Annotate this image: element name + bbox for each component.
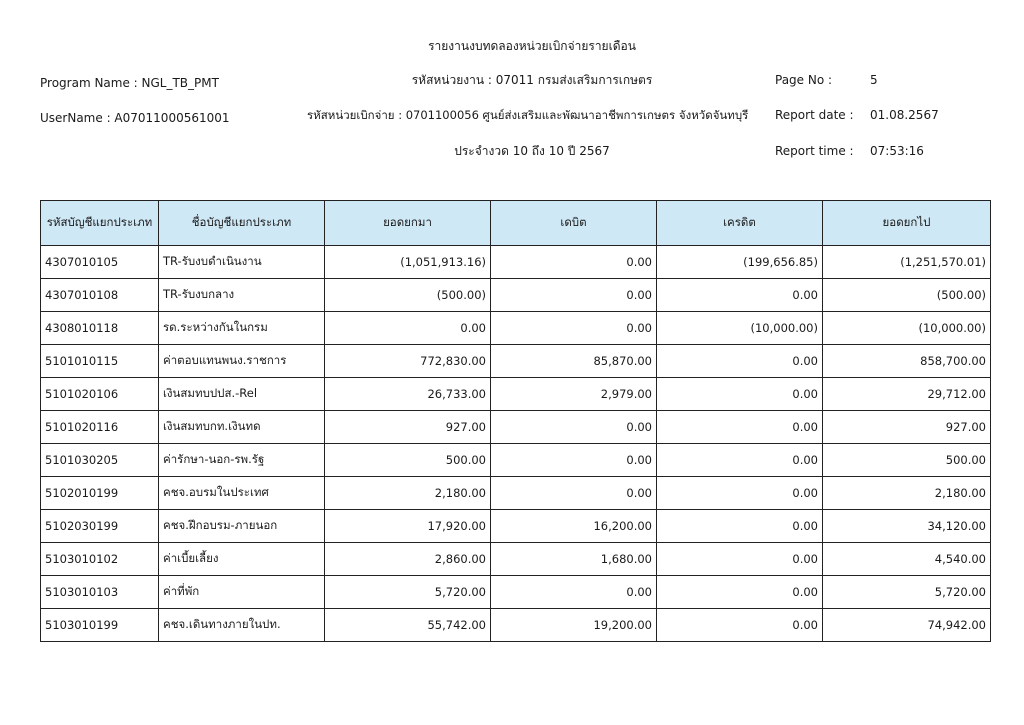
account-code-cell: 5101020106 — [41, 378, 159, 411]
opening-balance-cell: 2,180.00 — [325, 477, 491, 510]
credit-cell: 0.00 — [657, 444, 823, 477]
closing-balance-cell: 858,700.00 — [823, 345, 991, 378]
closing-balance-cell: 2,180.00 — [823, 477, 991, 510]
report-time-value: 07:53:16 — [870, 144, 924, 158]
debit-cell: 0.00 — [491, 312, 657, 345]
account-code-cell: 5103010103 — [41, 576, 159, 609]
disbursing-unit: รหัสหน่วยเบิกจ่าย : 0701100056 ศูนย์ส่งเสริมและพัฒนาอาชีพการเกษตร จังหวัดจันทบุรี — [307, 108, 749, 122]
report-date-label: Report date : — [775, 108, 854, 122]
closing-balance-cell: 927.00 — [823, 411, 991, 444]
debit-cell: 16,200.00 — [491, 510, 657, 543]
debit-cell: 0.00 — [491, 279, 657, 312]
closing-balance-cell: (500.00) — [823, 279, 991, 312]
credit-cell: 0.00 — [657, 345, 823, 378]
report-time-label: Report time : — [775, 144, 854, 158]
table-row — [41, 312, 991, 345]
table-row — [41, 411, 991, 444]
period: ประจำงวด 10 ถึง 10 ปี 2567 — [454, 144, 610, 158]
opening-balance-cell: 927.00 — [325, 411, 491, 444]
credit-cell: 0.00 — [657, 543, 823, 576]
opening-balance-cell: 0.00 — [325, 312, 491, 345]
account-code-cell: 5101010115 — [41, 345, 159, 378]
closing-balance-cell: 34,120.00 — [823, 510, 991, 543]
table-row — [41, 477, 991, 510]
debit-cell: 0.00 — [491, 246, 657, 279]
account-name-cell: รด.ระหว่างกันในกรม — [159, 312, 325, 345]
opening-balance-cell: (500.00) — [325, 279, 491, 312]
debit-cell: 2,979.00 — [491, 378, 657, 411]
account-name-cell: ค่าเบี้ยเลี้ยง — [159, 543, 325, 576]
table-row — [41, 609, 991, 642]
credit-cell: 0.00 — [657, 576, 823, 609]
table-row — [41, 246, 991, 279]
col-header-account-name: ชื่อบัญชีแยกประเภท — [159, 201, 325, 246]
table-row — [41, 576, 991, 609]
col-header-closing-balance: ยอดยกไป — [823, 201, 991, 246]
credit-cell: 0.00 — [657, 378, 823, 411]
opening-balance-cell: 772,830.00 — [325, 345, 491, 378]
agency-code: รหัสหน่วยงาน : 07011 กรมส่งเสริมการเกษตร — [411, 73, 653, 87]
opening-balance-cell: 17,920.00 — [325, 510, 491, 543]
account-code-cell: 4307010105 — [41, 246, 159, 279]
opening-balance-cell: (1,051,913.16) — [325, 246, 491, 279]
page-no-value: 5 — [870, 73, 878, 87]
table-header-row — [41, 201, 991, 246]
account-name-cell: เงินสมทบปปส.-Rel — [159, 378, 325, 411]
credit-cell: (199,656.85) — [657, 246, 823, 279]
report-title: รายงานงบทดลองหน่วยเบิกจ่ายรายเดือน — [428, 39, 636, 53]
closing-balance-cell: 4,540.00 — [823, 543, 991, 576]
report-date-value: 01.08.2567 — [870, 108, 939, 122]
col-header-account-code: รหัสบัญชีแยกประเภท — [41, 201, 159, 246]
credit-cell: 0.00 — [657, 609, 823, 642]
col-header-credit: เครดิต — [657, 201, 823, 246]
table-row — [41, 444, 991, 477]
table-row — [41, 378, 991, 411]
debit-cell: 19,200.00 — [491, 609, 657, 642]
account-name-cell: คชจ.เดินทางภายในปท. — [159, 609, 325, 642]
col-header-opening-balance: ยอดยกมา — [325, 201, 491, 246]
account-name-cell: ค่าที่พัก — [159, 576, 325, 609]
closing-balance-cell: (10,000.00) — [823, 312, 991, 345]
username: UserName : A07011000561001 — [40, 111, 230, 125]
credit-cell: (10,000.00) — [657, 312, 823, 345]
debit-cell: 0.00 — [491, 576, 657, 609]
table-row — [41, 279, 991, 312]
table-row — [41, 510, 991, 543]
account-code-cell: 5103010102 — [41, 543, 159, 576]
account-code-cell: 5103010199 — [41, 609, 159, 642]
account-code-cell: 5102010199 — [41, 477, 159, 510]
account-code-cell: 5102030199 — [41, 510, 159, 543]
closing-balance-cell: (1,251,570.01) — [823, 246, 991, 279]
closing-balance-cell: 500.00 — [823, 444, 991, 477]
closing-balance-cell: 74,942.00 — [823, 609, 991, 642]
opening-balance-cell: 5,720.00 — [325, 576, 491, 609]
credit-cell: 0.00 — [657, 477, 823, 510]
debit-cell: 85,870.00 — [491, 345, 657, 378]
credit-cell: 0.00 — [657, 411, 823, 444]
opening-balance-cell: 2,860.00 — [325, 543, 491, 576]
opening-balance-cell: 55,742.00 — [325, 609, 491, 642]
account-code-cell: 5101020116 — [41, 411, 159, 444]
debit-cell: 1,680.00 — [491, 543, 657, 576]
debit-cell: 0.00 — [491, 444, 657, 477]
closing-balance-cell: 5,720.00 — [823, 576, 991, 609]
account-name-cell: TR-รับงบกลาง — [159, 279, 325, 312]
opening-balance-cell: 500.00 — [325, 444, 491, 477]
account-name-cell: คชจ.อบรมในประเทศ — [159, 477, 325, 510]
credit-cell: 0.00 — [657, 510, 823, 543]
account-name-cell: เงินสมทบกท.เงินทด — [159, 411, 325, 444]
debit-cell: 0.00 — [491, 411, 657, 444]
account-code-cell: 4307010108 — [41, 279, 159, 312]
account-name-cell: คชจ.ฝึกอบรม-ภายนอก — [159, 510, 325, 543]
program-name: Program Name : NGL_TB_PMT — [40, 76, 219, 90]
debit-cell: 0.00 — [491, 477, 657, 510]
account-code-cell: 4308010118 — [41, 312, 159, 345]
account-code-cell: 5101030205 — [41, 444, 159, 477]
account-name-cell: ค่ารักษา-นอก-รพ.รัฐ — [159, 444, 325, 477]
closing-balance-cell: 29,712.00 — [823, 378, 991, 411]
trial-balance-table — [40, 200, 991, 642]
account-name-cell: TR-รับงบดำเนินงาน — [159, 246, 325, 279]
page-no-label: Page No : — [775, 73, 833, 87]
table-row — [41, 345, 991, 378]
col-header-debit: เดบิต — [491, 201, 657, 246]
account-name-cell: ค่าตอบแทนพนง.ราชการ — [159, 345, 325, 378]
credit-cell: 0.00 — [657, 279, 823, 312]
table-row — [41, 543, 991, 576]
opening-balance-cell: 26,733.00 — [325, 378, 491, 411]
